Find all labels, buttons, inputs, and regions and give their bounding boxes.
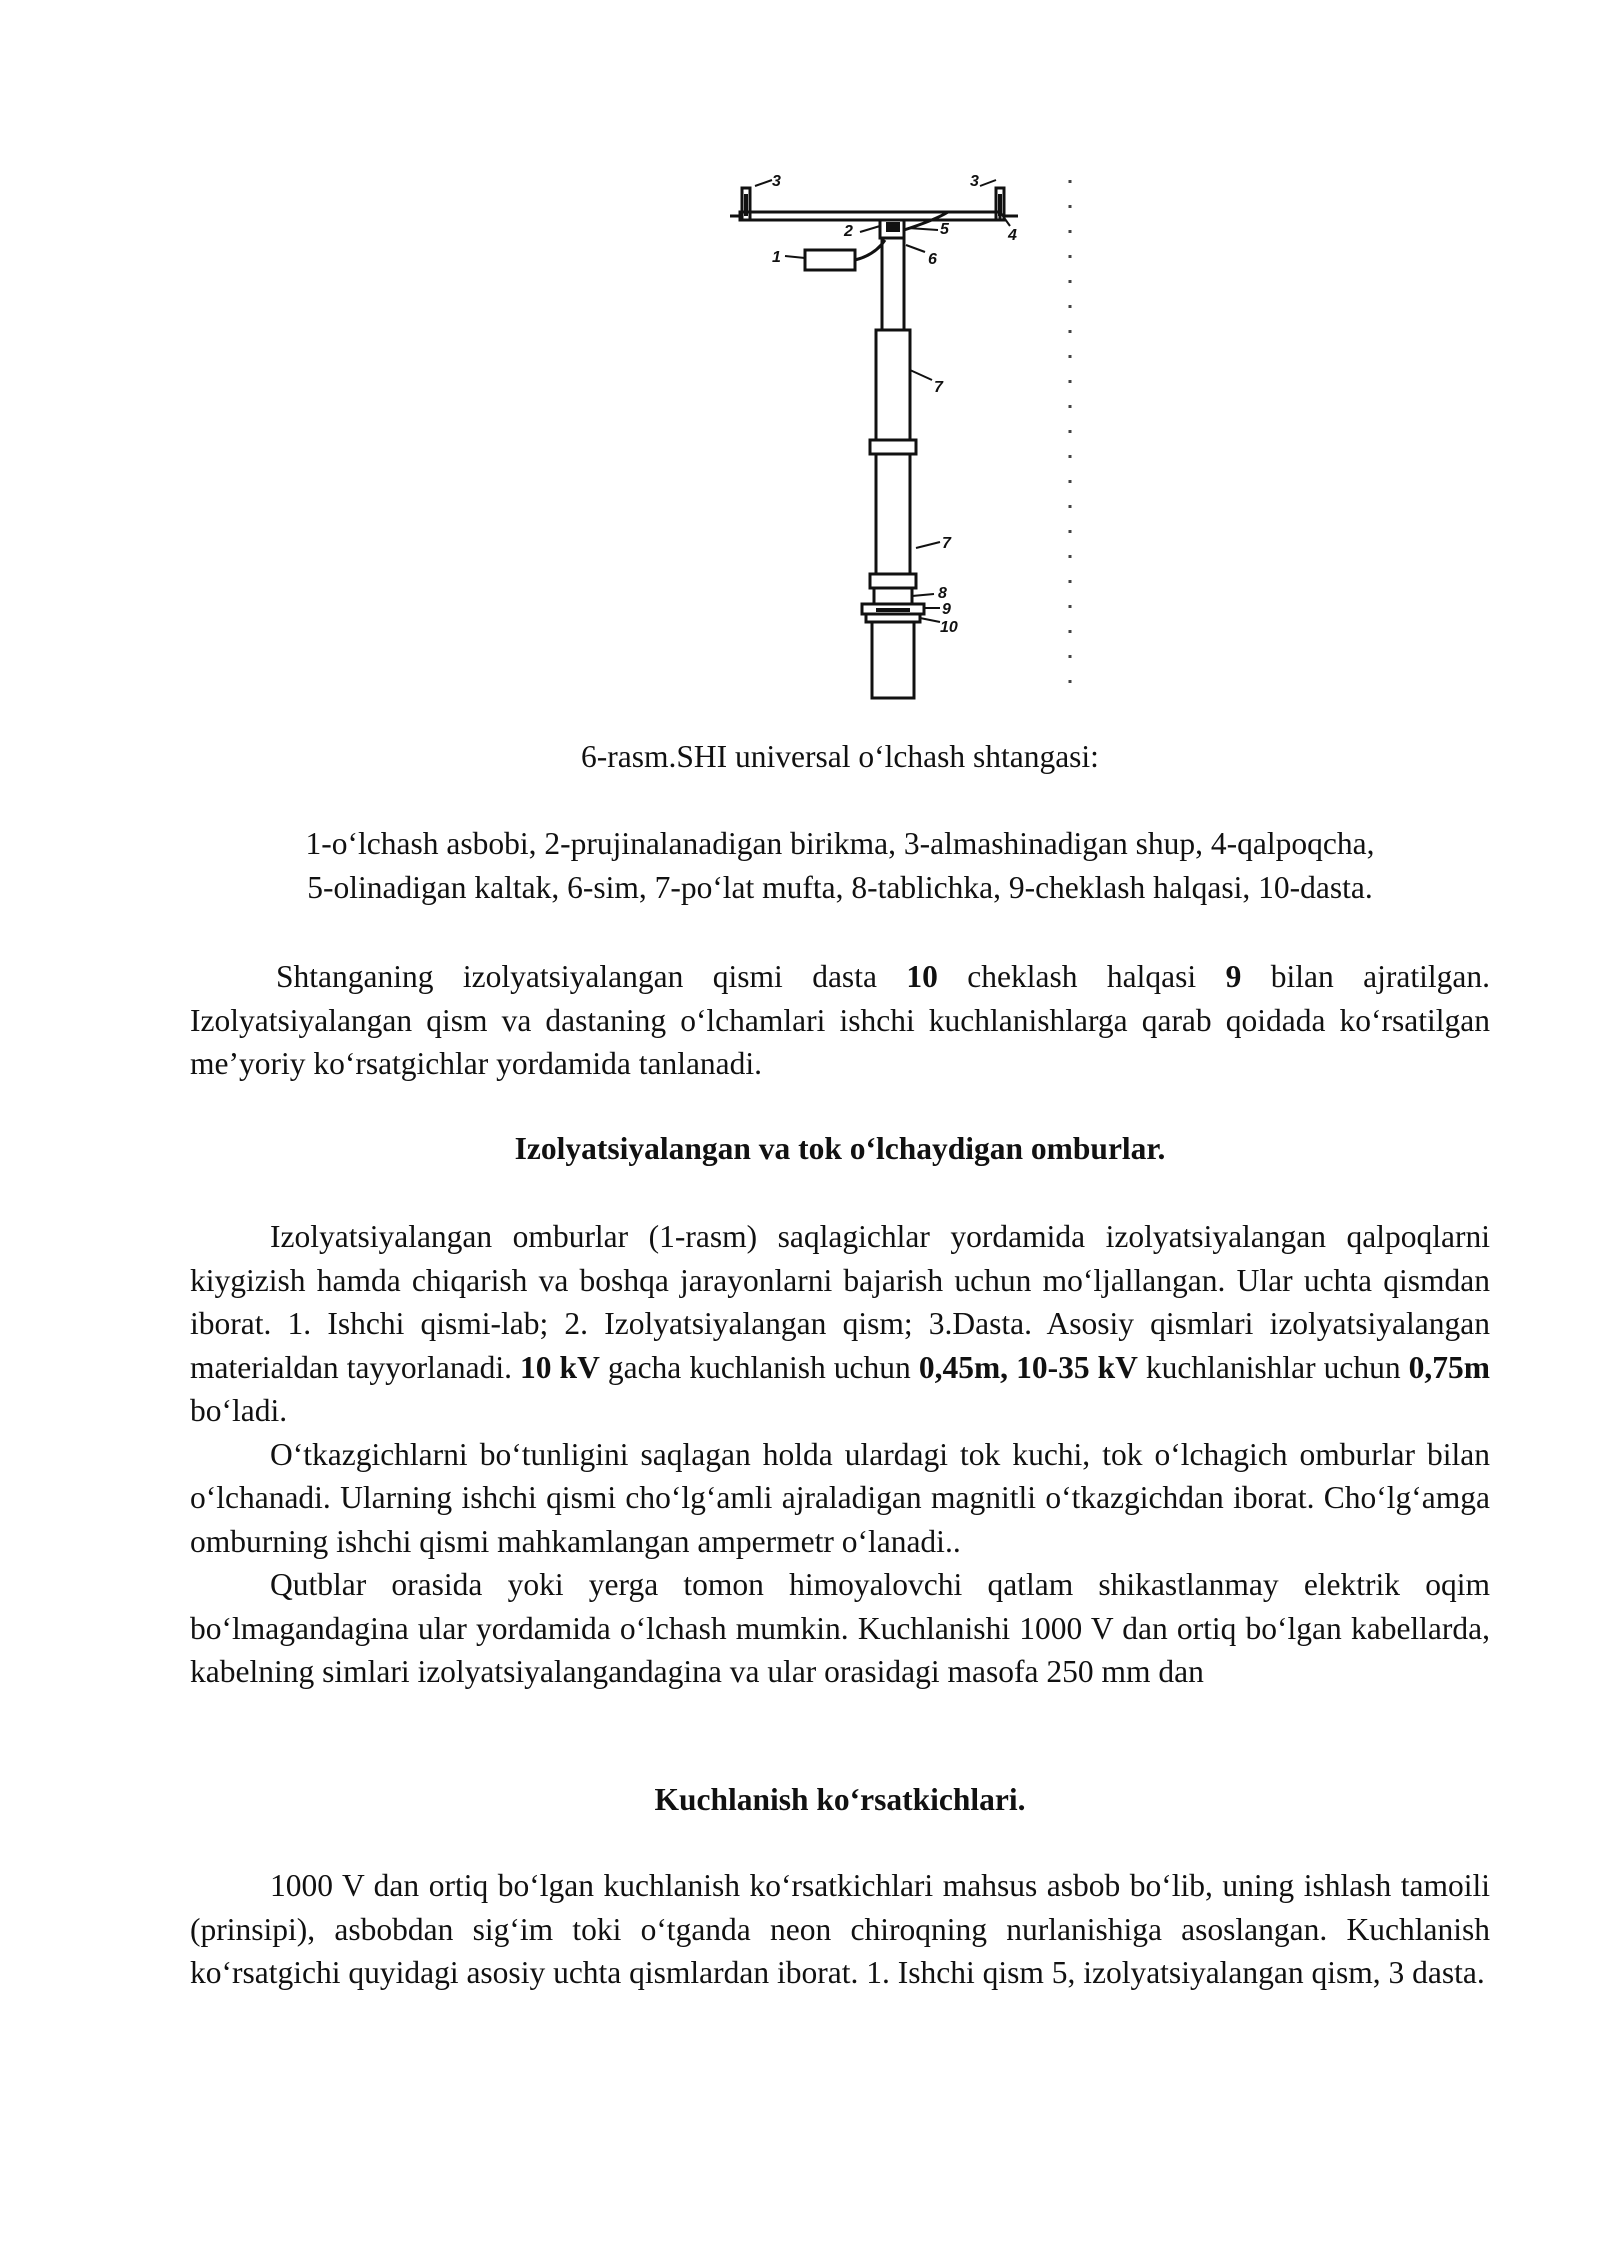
figure-label: 7 [934, 379, 943, 396]
section-heading: Izolyatsiyalangan va tok o‘lchaydigan omburlar. [514, 1131, 1166, 1166]
figure-caption-title: 6-rasm.SHI universal o‘lchash shtangasi: [581, 739, 1099, 774]
paragraph-5: 1000 V dan ortiq bo‘lgan kuchlanish ko‘rsatkichlari mahsus asbob bo‘lib, uning ishlash tamoili (prinsipi), asbobdan sig‘im toki o‘tganda neon chiroqning nurlanishiga asoslangan. Kuchlanish ko‘rsatgichi quyidagi asosiy uchta qismlardan iborat. 1. Ishchi qism 5, izolyatsiyalangan qism, 3 dasta. [190, 1868, 1490, 1990]
legend-line: 1-o‘lchash asbobi, 2-prujinalanadigan birikma, 3-almashinadigan shup, 4-qalpoqcha, [305, 826, 1375, 861]
paragraph-4: Qutblar orasida yoki yerga tomon himoyalovchi qatlam shikastlanmay elektrik oqim bo‘lmagandagina ular yordamida o‘lchash mumkin. Kuchlanishi 1000 V dan ortiq bo‘lgan kabellarda, kabelning simlari izolyatsiyalangandagina va ular orasidagi masofa 250 mm dan [190, 1567, 1490, 1689]
figure-label: 5 [940, 221, 949, 238]
figure-label: 8 [938, 585, 947, 602]
legend-line: 5-olinadigan kaltak, 6-sim, 7-po‘lat mufta, 8-tablichka, 9-cheklash halqasi, 10-dasta. [307, 869, 1373, 905]
figure-label: 7 [942, 535, 951, 552]
paragraph-3: O‘tkazgichlarni bo‘tunligini saqlagan holda ulardagi tok kuchi, tok o‘lchagich omburlar bilan o‘lchanadi. Ularning ishchi qismi cho‘lg‘amli ajraladigan magnitli o‘tkazgichdan iborat. Cho‘lg‘amga omburning ishchi qismi mahkamlangan ampermetr o‘lanadi.. [190, 1436, 1490, 1559]
figure-label: 10 [940, 619, 958, 636]
figure-label: 6 [928, 251, 937, 268]
paragraph-1: Shtanganing izolyatsiyalangan qismi dasta 10 cheklash halqasi 9 bilan ajratilgan. Izolyatsiyalangan qism va dastaning o‘lchamlari ishchi kuchlanishlarga qarab qoidada ko‘rsatilgan me’yoriy ko‘rsatgichlar yordamida tanlanadi. [190, 959, 1490, 1081]
figure-label: 1 [772, 249, 781, 266]
figure-label: 3 [970, 173, 979, 190]
figure-label: 4 [1008, 227, 1017, 244]
figure-caption-legend [190, 822, 1490, 909]
figure-label: 9 [942, 601, 951, 618]
figure-label: 3 [772, 173, 781, 190]
measuring-rod-figure [700, 170, 1100, 710]
figure-label: 2 [844, 223, 853, 240]
paragraph-2: Izolyatsiyalangan omburlar (1-rasm) saqlagichlar yordamida izolyatsiyalangan qalpoqlarni kiygizish hamda chiqarish va boshqa jarayonlarni bajarish uchun mo‘ljallangan. Ular uchta qismdan iborat. 1. Ishchi qismi-lab; 2. Izolyatsiyalangan qism; 3.Dasta. Asosiy qismlari izolyatsiyalangan materialdan tayyorlanadi. 10 kV gacha kuchlanish uchun 0,45m, 10-35 kV kuchlanishlar uchun 0,75m bo‘ladi. O‘tkazgichlarni bo‘tunligini saqlagan holda ulardagi tok kuchi, tok o‘lchagich omburlar bilan o‘lchanadi. Ularning ishchi qismi cho‘lg‘amli ajraladigan magnitli o‘tkazgichdan iborat. Cho‘lg‘amga omburning ishchi qismi mahkamlangan ampermetr o‘lanadi.. Qutblar orasida yoki yerga tomon himoyalovchi qatlam shikastlanmay elektrik oqim bo‘lmagandagina ular yordamida o‘lchash mumkin. Kuchlanishi 1000 V dan ortiq bo‘lgan kabellarda, kabelning simlari izolyatsiyalangandagina va ular orasidagi masofa 250 mm dan [190, 1215, 1490, 1694]
section-heading: Kuchlanish ko‘rsatkichlari. [654, 1782, 1026, 1817]
